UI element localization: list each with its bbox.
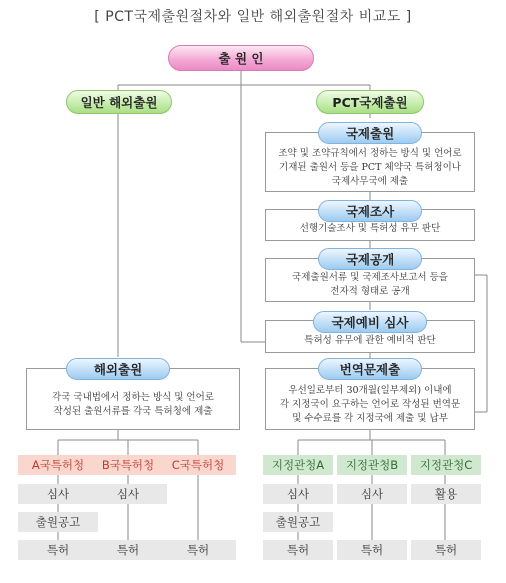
designated-c-step-1: 활용 (411, 484, 481, 504)
stage-translation-label: 번역문제출 (318, 358, 422, 380)
stage-intl-filing-box: 조약 및 조약규칙에서 정하는 방식 및 언어로 기재된 출원서 등을 PCT 체약국 특허청이나 국제사무국에 제출 (265, 132, 475, 192)
office-b-step-1: 심사 (89, 484, 167, 504)
designated-b-step-1: 심사 (337, 484, 407, 504)
office-c: C국특허청 (160, 455, 236, 475)
general-overseas-header: 일반 해외출원 (66, 90, 172, 114)
office-b-step-2: 특허 (89, 540, 167, 560)
designated-b-step-2: 특허 (337, 540, 407, 560)
stage-translation-box: 우선일로부터 30개월(일부제외) 이내에 각 지정국이 요구하는 언어로 작성된 번역문 및 수수료를 각 지정국에 제출 및 납부 (265, 368, 475, 430)
designated-a-step-2: 출원공고 (263, 512, 333, 532)
designated-office-c: 지정관청C (411, 455, 481, 475)
stage-prelim-exam-label: 국제예비 심사 (313, 311, 427, 333)
office-a-step-1: 심사 (18, 484, 98, 504)
office-a: A국특허청 (18, 455, 98, 475)
pct-header: PCT국제출원 (316, 90, 424, 114)
page-title: [ PCT국제출원절차와 일반 해외출원절차 비교도 ] (94, 9, 412, 25)
stage-prelim-exam-box: 특허성 유무에 관한 예비적 판단 (265, 320, 475, 353)
designated-a-step-3: 특허 (263, 540, 333, 560)
designated-office-b: 지정관청B (337, 455, 407, 475)
overseas-filing-label: 해외출원 (66, 358, 170, 380)
stage-intl-publication-box: 국제출원서류 및 국제조사보고서 등을 전자적 형태로 공개 (265, 258, 475, 302)
designated-c-step-2: 특허 (411, 540, 481, 560)
stage-intl-search-label: 국제조사 (318, 200, 422, 222)
overseas-filing-box: 각국 국내법에서 정하는 방식 및 언어로 작성된 출원서류를 각국 특허청에 제출 (26, 368, 240, 430)
office-a-step-2: 출원공고 (18, 512, 98, 532)
office-b: B국특허청 (89, 455, 167, 475)
stage-intl-filing-label: 국제출원 (318, 122, 422, 144)
stage-intl-publication-label: 국제공개 (318, 248, 422, 270)
applicant-node: 출 원 인 (168, 45, 314, 71)
office-c-step-1: 특허 (160, 540, 236, 560)
stage-intl-search-box: 선행기술조사 및 특허성 유무 판단 (265, 209, 475, 241)
designated-a-step-1: 심사 (263, 484, 333, 504)
designated-office-a: 지정관청A (263, 455, 333, 475)
office-a-step-3: 특허 (18, 540, 98, 560)
